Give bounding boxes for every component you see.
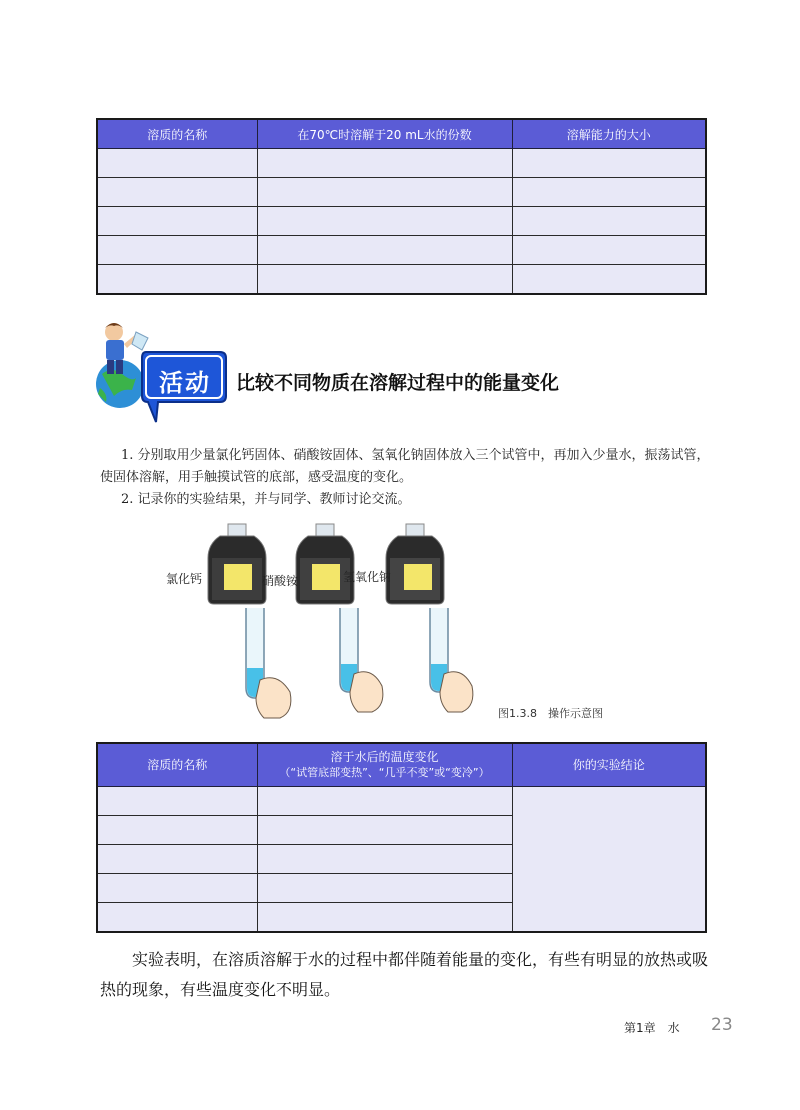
table-cell[interactable] — [257, 816, 512, 845]
activity-badge-label: 活动 — [159, 369, 211, 397]
footer-chapter: 第1章 水 — [624, 1021, 680, 1035]
table-row — [97, 149, 706, 178]
table-row — [97, 236, 706, 265]
solubility-table — [96, 118, 707, 295]
table-row — [97, 207, 706, 236]
test-tube-icon — [340, 608, 383, 712]
table-header-row — [97, 119, 706, 149]
table-cell[interactable] — [257, 845, 512, 874]
table-cell[interactable] — [257, 178, 512, 207]
table-header-cell: 溶质的名称 — [97, 119, 257, 149]
table-row — [97, 787, 706, 816]
table-cell[interactable] — [512, 265, 706, 295]
table-cell[interactable] — [97, 903, 257, 933]
table-cell[interactable] — [512, 236, 706, 265]
table-cell[interactable] — [257, 207, 512, 236]
table-header-cell: 溶解能力的大小 — [512, 119, 706, 149]
table-cell[interactable] — [512, 178, 706, 207]
conclusion-paragraph: 实验表明，在溶质溶解于水的过程中都伴随着能量的变化，有些有明显的放热或吸热的现象，有些温度变化不明显。 — [100, 950, 709, 999]
table-cell[interactable] — [257, 787, 512, 816]
table-cell[interactable] — [97, 816, 257, 845]
table-cell[interactable] — [97, 207, 257, 236]
figure-label-ammonium-nitrate: 硝酸铵 — [262, 574, 299, 588]
step-1-text: 1. 分别取用少量氯化钙固体、硝酸铵固体、氢氧化钠固体放入三个试管中，再加入少量水，振荡试管，使固体溶解，用手触摸试管的底部，感受温度的变化。 — [100, 448, 710, 485]
table-cell[interactable] — [97, 236, 257, 265]
ammonium-nitrate-bottle-icon — [296, 524, 354, 604]
table-header-cell: 你的实验结论 — [512, 743, 706, 787]
step-2-text: 2. 记录你的实验结果，并与同学、教师讨论交流。 — [121, 492, 411, 507]
table-row — [97, 265, 706, 295]
table-cell[interactable] — [257, 149, 512, 178]
calcium-chloride-bottle-icon — [208, 524, 266, 604]
table-header-cell: 溶质的名称 — [97, 743, 257, 787]
figure-label-calcium-chloride: 氯化钙 — [166, 572, 203, 586]
table-row — [97, 178, 706, 207]
table-cell[interactable] — [97, 874, 257, 903]
test-tube-icon — [430, 608, 473, 712]
sodium-hydroxide-bottle-icon — [386, 524, 444, 604]
figure-caption: 图1.3.8 操作示意图 — [498, 707, 603, 720]
activity-title: 比较不同物质在溶解过程中的能量变化 — [236, 372, 560, 394]
table-cell[interactable] — [97, 845, 257, 874]
table-header-cell — [257, 743, 512, 787]
table-cell[interactable] — [512, 207, 706, 236]
table-cell[interactable] — [257, 874, 512, 903]
table-cell[interactable] — [257, 903, 512, 933]
conclusion-cell[interactable] — [512, 787, 706, 933]
operation-diagram — [160, 522, 640, 722]
table-header-cell: 在70℃时溶解于20 mL水的份数 — [257, 119, 512, 149]
table-cell[interactable] — [257, 236, 512, 265]
table-cell[interactable] — [97, 265, 257, 295]
test-tube-icon — [246, 608, 291, 718]
experiment-result-table — [96, 742, 707, 933]
table-cell[interactable] — [97, 149, 257, 178]
figure-label-sodium-hydroxide: 氢氧化钠 — [343, 570, 392, 584]
table-cell[interactable] — [97, 178, 257, 207]
header-line: 溶于水后的温度变化 — [330, 750, 439, 764]
header-line: （“试管底部变热”、“几乎不变”或“变冷”） — [279, 766, 490, 779]
table-cell[interactable] — [257, 265, 512, 295]
page-number: 23 — [711, 1015, 733, 1035]
table-cell[interactable] — [97, 787, 257, 816]
table-cell[interactable] — [512, 149, 706, 178]
table-header-row — [97, 743, 706, 787]
